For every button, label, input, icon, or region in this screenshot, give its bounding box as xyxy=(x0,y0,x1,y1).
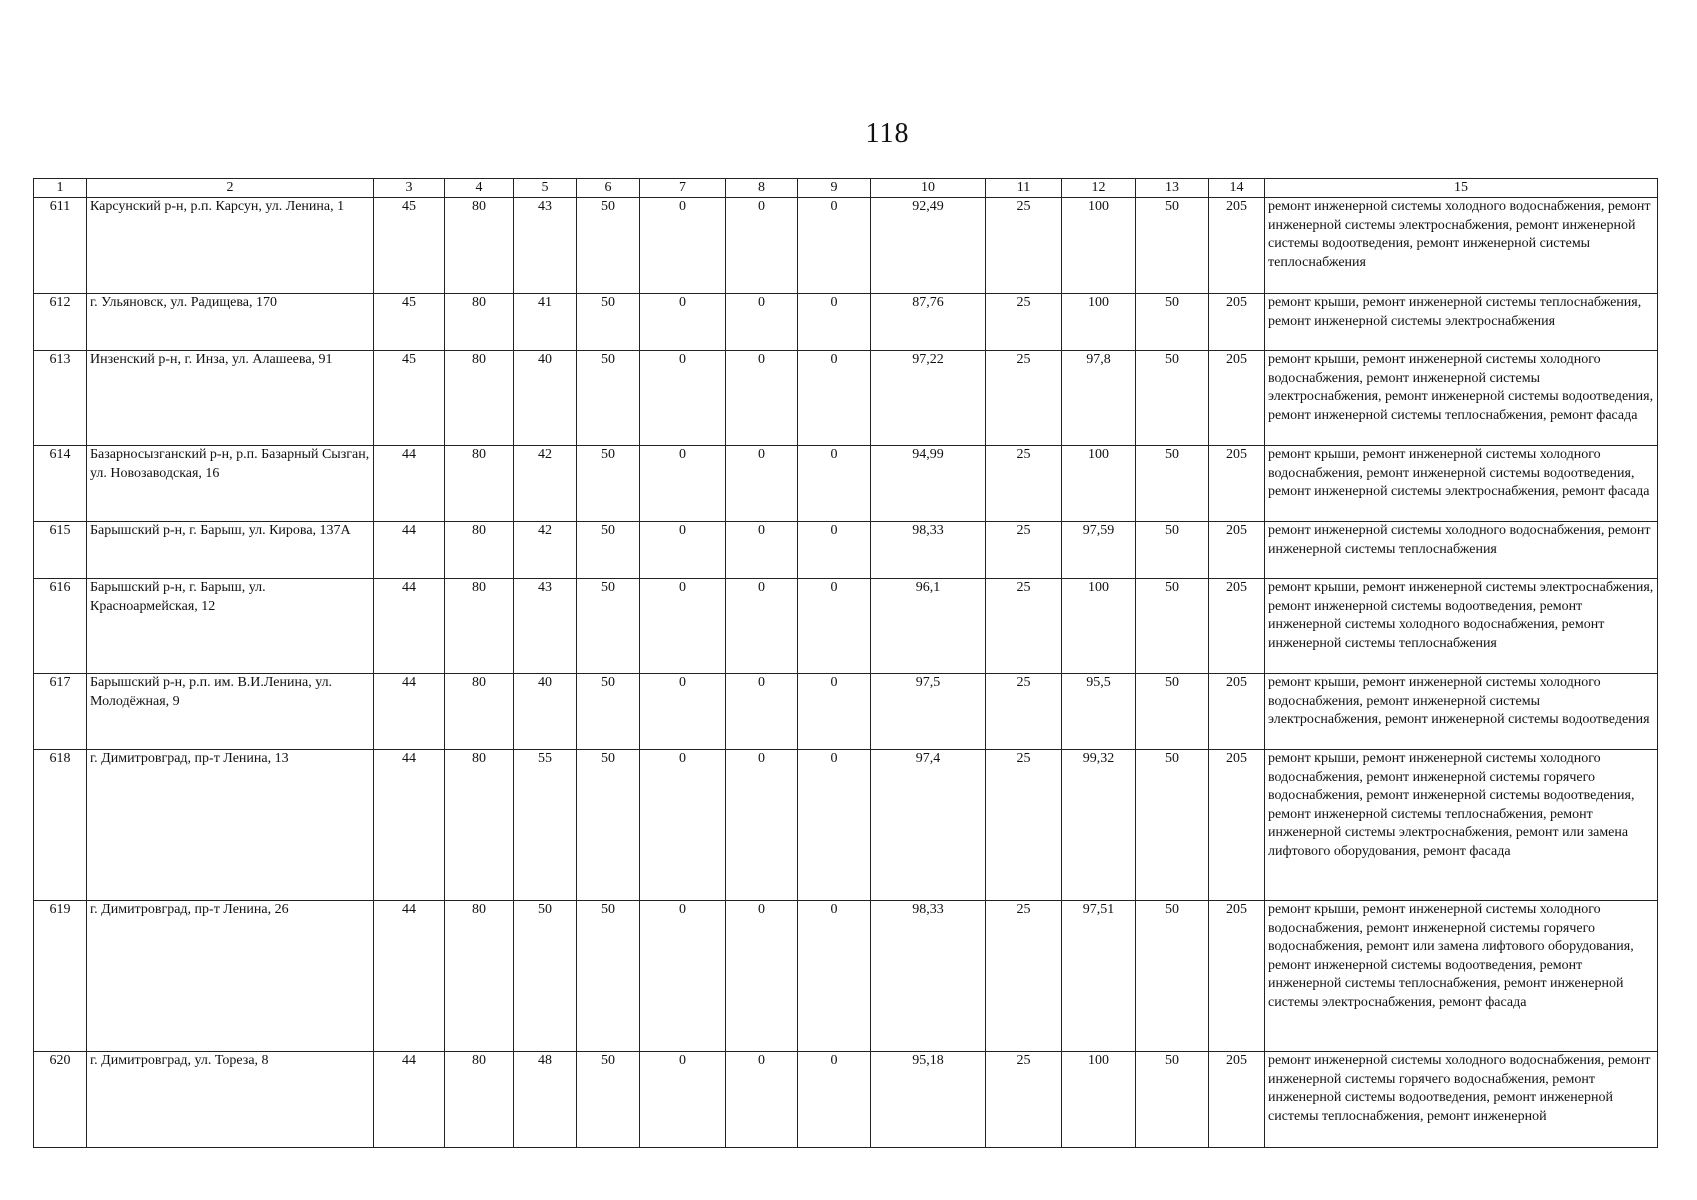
value-cell: 44 xyxy=(374,522,445,579)
address-cell: г. Димитровград, пр-т Ленина, 26 xyxy=(87,901,374,1052)
value-cell: 45 xyxy=(374,294,445,351)
value-cell: 44 xyxy=(374,579,445,674)
value-cell: 44 xyxy=(374,901,445,1052)
value-cell: 0 xyxy=(640,351,726,446)
value-cell: 44 xyxy=(374,446,445,522)
table-row xyxy=(34,294,1658,351)
table-row xyxy=(34,198,1658,294)
value-cell: 92,49 xyxy=(871,198,986,294)
value-cell: 96,1 xyxy=(871,579,986,674)
column-header: 8 xyxy=(726,179,798,198)
value-cell: 44 xyxy=(374,1052,445,1148)
value-cell: 205 xyxy=(1209,901,1265,1052)
value-cell: 100 xyxy=(1062,294,1136,351)
works-cell: ремонт крыши, ремонт инженерной системы холодного водоснабжения, ремонт инженерной системы горячего водоснабжения, ремонт или замена лифтового оборудования, ремонт инженерной системы водоотведения, ремонт инженерной системы теплоснабжения, ремонт инженерной системы электроснабжения, ремонт фасада xyxy=(1265,901,1658,1052)
value-cell: 80 xyxy=(445,901,514,1052)
table-body xyxy=(34,198,1658,1148)
value-cell: 50 xyxy=(577,674,640,750)
value-cell: 80 xyxy=(445,294,514,351)
value-cell: 25 xyxy=(986,294,1062,351)
value-cell: 50 xyxy=(577,522,640,579)
table-row xyxy=(34,901,1658,1052)
value-cell: 42 xyxy=(514,522,577,579)
works-cell: ремонт крыши, ремонт инженерной системы теплоснабжения, ремонт инженерной системы электроснабжения xyxy=(1265,294,1658,351)
value-cell: 44 xyxy=(374,674,445,750)
address-cell: г. Ульяновск, ул. Радищева, 170 xyxy=(87,294,374,351)
value-cell: 41 xyxy=(514,294,577,351)
value-cell: 50 xyxy=(1136,446,1209,522)
value-cell: 0 xyxy=(798,901,871,1052)
value-cell: 97,4 xyxy=(871,750,986,901)
page-number: 118 xyxy=(865,118,910,149)
row-number-cell: 615 xyxy=(34,522,87,579)
address-cell: Инзенский р-н, г. Инза, ул. Алашеева, 91 xyxy=(87,351,374,446)
address-cell: Базарносызганский р-н, р.п. Базарный Сызган, ул. Новозаводская, 16 xyxy=(87,446,374,522)
address-cell: г. Димитровград, ул. Тореза, 8 xyxy=(87,1052,374,1148)
value-cell: 0 xyxy=(798,674,871,750)
value-cell: 205 xyxy=(1209,579,1265,674)
value-cell: 25 xyxy=(986,1052,1062,1148)
value-cell: 0 xyxy=(726,901,798,1052)
value-cell: 0 xyxy=(798,198,871,294)
value-cell: 50 xyxy=(577,198,640,294)
value-cell: 40 xyxy=(514,674,577,750)
value-cell: 0 xyxy=(640,750,726,901)
column-header: 11 xyxy=(986,179,1062,198)
value-cell: 50 xyxy=(1136,901,1209,1052)
value-cell: 0 xyxy=(798,1052,871,1148)
value-cell: 50 xyxy=(1136,1052,1209,1148)
value-cell: 0 xyxy=(640,674,726,750)
table-row xyxy=(34,446,1658,522)
value-cell: 0 xyxy=(640,1052,726,1148)
header-row xyxy=(34,179,1658,198)
value-cell: 0 xyxy=(726,579,798,674)
column-header: 7 xyxy=(640,179,726,198)
value-cell: 48 xyxy=(514,1052,577,1148)
value-cell: 0 xyxy=(726,1052,798,1148)
value-cell: 40 xyxy=(514,351,577,446)
value-cell: 0 xyxy=(798,579,871,674)
column-header: 3 xyxy=(374,179,445,198)
row-number-cell: 611 xyxy=(34,198,87,294)
table-row xyxy=(34,674,1658,750)
value-cell: 50 xyxy=(577,351,640,446)
column-header: 2 xyxy=(87,179,374,198)
table-row xyxy=(34,1052,1658,1148)
row-number-cell: 614 xyxy=(34,446,87,522)
works-cell: ремонт крыши, ремонт инженерной системы холодного водоснабжения, ремонт инженерной системы горячего водоснабжения, ремонт инженерной системы водоотведения, ремонт инженерной системы теплоснабжения, ремонт инженерной системы электроснабжения, ремонт или замена лифтового оборудования, ремонт фасада xyxy=(1265,750,1658,901)
works-cell: ремонт крыши, ремонт инженерной системы электроснабжения, ремонт инженерной системы водоотведения, ремонт инженерной системы холодного водоснабжения, ремонт инженерной системы теплоснабжения xyxy=(1265,579,1658,674)
value-cell: 0 xyxy=(726,674,798,750)
value-cell: 99,32 xyxy=(1062,750,1136,901)
row-number-cell: 613 xyxy=(34,351,87,446)
value-cell: 0 xyxy=(726,198,798,294)
value-cell: 45 xyxy=(374,198,445,294)
works-cell: ремонт крыши, ремонт инженерной системы холодного водоснабжения, ремонт инженерной системы электроснабжения, ремонт инженерной системы водоотведения, ремонт инженерной системы теплоснабжения, ремонт фасада xyxy=(1265,351,1658,446)
column-header: 15 xyxy=(1265,179,1658,198)
address-cell: Барышский р-н, р.п. им. В.И.Ленина, ул. Молодёжная, 9 xyxy=(87,674,374,750)
value-cell: 50 xyxy=(1136,674,1209,750)
value-cell: 95,5 xyxy=(1062,674,1136,750)
value-cell: 0 xyxy=(640,901,726,1052)
value-cell: 100 xyxy=(1062,1052,1136,1148)
value-cell: 100 xyxy=(1062,446,1136,522)
value-cell: 205 xyxy=(1209,1052,1265,1148)
value-cell: 25 xyxy=(986,522,1062,579)
value-cell: 42 xyxy=(514,446,577,522)
column-header: 13 xyxy=(1136,179,1209,198)
works-cell: ремонт крыши, ремонт инженерной системы холодного водоснабжения, ремонт инженерной системы водоотведения, ремонт инженерной системы электроснабжения, ремонт фасада xyxy=(1265,446,1658,522)
value-cell: 80 xyxy=(445,579,514,674)
value-cell: 95,18 xyxy=(871,1052,986,1148)
value-cell: 97,5 xyxy=(871,674,986,750)
value-cell: 0 xyxy=(640,579,726,674)
value-cell: 25 xyxy=(986,198,1062,294)
value-cell: 43 xyxy=(514,579,577,674)
table-row xyxy=(34,750,1658,901)
value-cell: 80 xyxy=(445,522,514,579)
value-cell: 50 xyxy=(1136,522,1209,579)
value-cell: 98,33 xyxy=(871,901,986,1052)
value-cell: 0 xyxy=(726,522,798,579)
value-cell: 50 xyxy=(1136,351,1209,446)
column-header: 9 xyxy=(798,179,871,198)
value-cell: 0 xyxy=(640,198,726,294)
value-cell: 205 xyxy=(1209,522,1265,579)
value-cell: 205 xyxy=(1209,351,1265,446)
value-cell: 0 xyxy=(798,750,871,901)
value-cell: 205 xyxy=(1209,674,1265,750)
value-cell: 87,76 xyxy=(871,294,986,351)
value-cell: 0 xyxy=(726,351,798,446)
value-cell: 55 xyxy=(514,750,577,901)
value-cell: 50 xyxy=(577,294,640,351)
works-cell: ремонт инженерной системы холодного водоснабжения, ремонт инженерной системы теплоснабжения xyxy=(1265,522,1658,579)
value-cell: 80 xyxy=(445,674,514,750)
row-number-cell: 620 xyxy=(34,1052,87,1148)
column-header: 5 xyxy=(514,179,577,198)
value-cell: 97,59 xyxy=(1062,522,1136,579)
value-cell: 50 xyxy=(1136,750,1209,901)
value-cell: 80 xyxy=(445,351,514,446)
table-row xyxy=(34,522,1658,579)
registry-table xyxy=(33,178,1658,1148)
address-cell: Барышский р-н, г. Барыш, ул. Красноармейская, 12 xyxy=(87,579,374,674)
works-cell: ремонт инженерной системы холодного водоснабжения, ремонт инженерной системы горячего водоснабжения, ремонт инженерной системы водоотведения, ремонт инженерной системы теплоснабжения, ремонт инженерной xyxy=(1265,1052,1658,1148)
value-cell: 100 xyxy=(1062,579,1136,674)
value-cell: 44 xyxy=(374,750,445,901)
column-header: 4 xyxy=(445,179,514,198)
value-cell: 0 xyxy=(726,750,798,901)
value-cell: 80 xyxy=(445,750,514,901)
value-cell: 205 xyxy=(1209,750,1265,901)
value-cell: 97,51 xyxy=(1062,901,1136,1052)
column-header: 12 xyxy=(1062,179,1136,198)
value-cell: 80 xyxy=(445,446,514,522)
value-cell: 0 xyxy=(798,351,871,446)
value-cell: 50 xyxy=(577,579,640,674)
table-header xyxy=(34,179,1658,198)
value-cell: 0 xyxy=(726,446,798,522)
value-cell: 50 xyxy=(514,901,577,1052)
value-cell: 25 xyxy=(986,674,1062,750)
value-cell: 97,22 xyxy=(871,351,986,446)
row-number-cell: 617 xyxy=(34,674,87,750)
row-number-cell: 612 xyxy=(34,294,87,351)
works-cell: ремонт крыши, ремонт инженерной системы холодного водоснабжения, ремонт инженерной системы электроснабжения, ремонт инженерной системы водоотведения xyxy=(1265,674,1658,750)
address-cell: г. Димитровград, пр-т Ленина, 13 xyxy=(87,750,374,901)
value-cell: 25 xyxy=(986,351,1062,446)
column-header: 10 xyxy=(871,179,986,198)
table-row xyxy=(34,579,1658,674)
value-cell: 0 xyxy=(798,294,871,351)
value-cell: 45 xyxy=(374,351,445,446)
works-cell: ремонт инженерной системы холодного водоснабжения, ремонт инженерной системы электроснабжения, ремонт инженерной системы водоотведения, ремонт инженерной системы теплоснабжения xyxy=(1265,198,1658,294)
value-cell: 43 xyxy=(514,198,577,294)
value-cell: 205 xyxy=(1209,198,1265,294)
value-cell: 0 xyxy=(798,522,871,579)
value-cell: 94,99 xyxy=(871,446,986,522)
value-cell: 50 xyxy=(577,446,640,522)
value-cell: 0 xyxy=(640,294,726,351)
value-cell: 25 xyxy=(986,446,1062,522)
value-cell: 50 xyxy=(1136,294,1209,351)
row-number-cell: 619 xyxy=(34,901,87,1052)
column-header: 14 xyxy=(1209,179,1265,198)
value-cell: 80 xyxy=(445,1052,514,1148)
value-cell: 0 xyxy=(726,294,798,351)
row-number-cell: 618 xyxy=(34,750,87,901)
value-cell: 0 xyxy=(640,522,726,579)
value-cell: 97,8 xyxy=(1062,351,1136,446)
value-cell: 205 xyxy=(1209,294,1265,351)
value-cell: 0 xyxy=(798,446,871,522)
value-cell: 50 xyxy=(1136,198,1209,294)
value-cell: 50 xyxy=(1136,579,1209,674)
address-cell: Карсунский р-н, р.п. Карсун, ул. Ленина, 1 xyxy=(87,198,374,294)
address-cell: Барышский р-н, г. Барыш, ул. Кирова, 137А xyxy=(87,522,374,579)
value-cell: 100 xyxy=(1062,198,1136,294)
value-cell: 98,33 xyxy=(871,522,986,579)
value-cell: 0 xyxy=(640,446,726,522)
column-header: 6 xyxy=(577,179,640,198)
column-header: 1 xyxy=(34,179,87,198)
value-cell: 50 xyxy=(577,750,640,901)
table-row xyxy=(34,351,1658,446)
value-cell: 25 xyxy=(986,750,1062,901)
value-cell: 80 xyxy=(445,198,514,294)
row-number-cell: 616 xyxy=(34,579,87,674)
value-cell: 50 xyxy=(577,1052,640,1148)
value-cell: 25 xyxy=(986,579,1062,674)
value-cell: 25 xyxy=(986,901,1062,1052)
value-cell: 205 xyxy=(1209,446,1265,522)
value-cell: 50 xyxy=(577,901,640,1052)
